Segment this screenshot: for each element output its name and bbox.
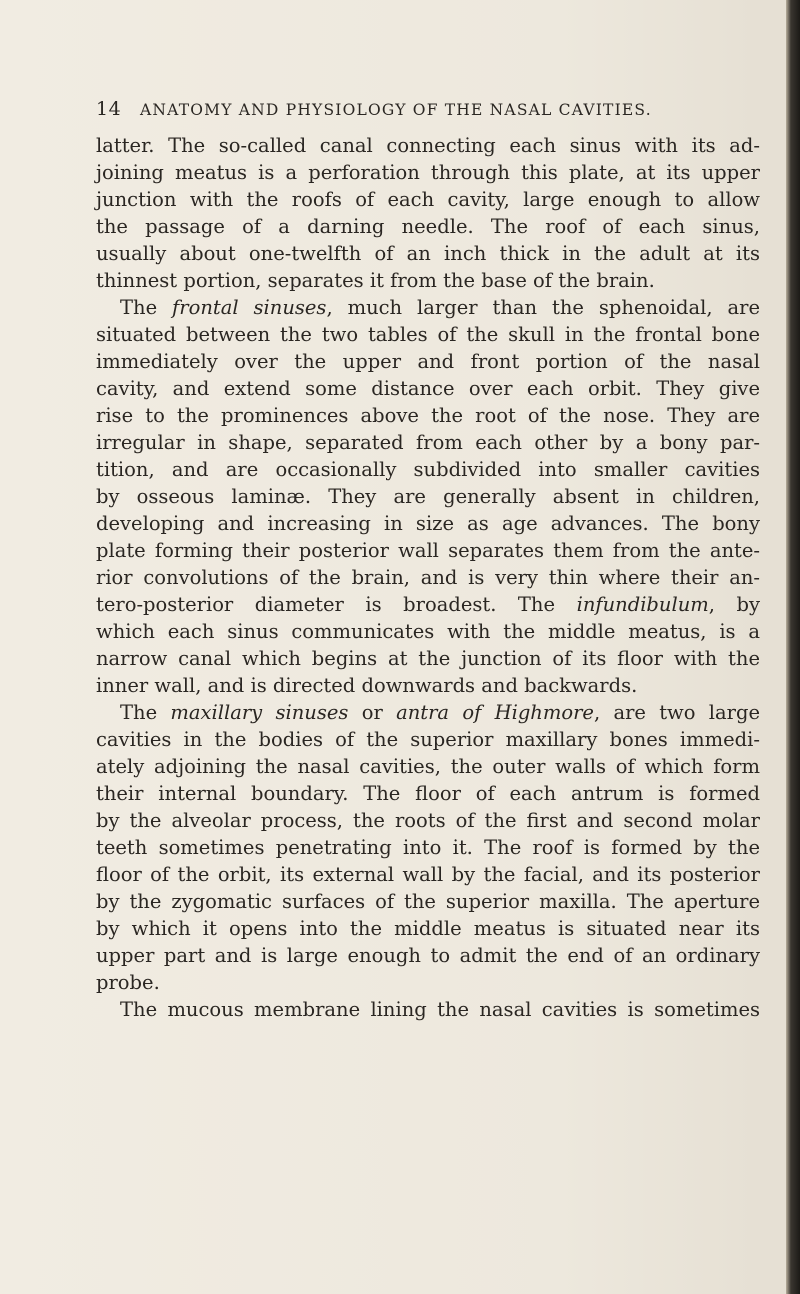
text-line [96, 483, 760, 510]
page-edge-shadow [786, 0, 800, 1294]
text-run: plate forming their posterior wall separates them from the ante- [96, 539, 760, 562]
text-run: The mucous membrane lining the nasal cavities is sometimes [120, 998, 760, 1021]
text-line [96, 888, 760, 915]
text-line [96, 267, 760, 294]
text-line [96, 132, 760, 159]
text-line [96, 834, 760, 861]
text-line [96, 375, 760, 402]
text-run: situated between the two tables of the skull in the frontal bone [96, 323, 760, 346]
text-run: The [120, 296, 173, 319]
text-run: rior convolutions of the brain, and is very thin where their an- [96, 566, 760, 589]
italic-term: frontal sinuses [172, 296, 327, 319]
text-line [96, 780, 760, 807]
text-run: by which it opens into the middle meatus is situated near its [96, 917, 760, 940]
text-run: joining meatus is a perforation through this plate, at its upper [96, 161, 760, 184]
text-run: , much larger than the sphenoidal, are [326, 296, 760, 319]
running-head [96, 98, 756, 124]
text-run: , by [708, 593, 760, 616]
text-run: their internal boundary. The floor of each antrum is formed [96, 782, 760, 805]
text-run: immediately over the upper and front portion of the nasal [96, 350, 760, 373]
text-line [96, 510, 760, 537]
text-line [96, 807, 760, 834]
text-line [96, 564, 760, 591]
italic-term: infundibulum [576, 593, 709, 616]
text-line [96, 429, 760, 456]
text-run: tition, and are occasionally subdivided into smaller cavities [96, 458, 760, 481]
text-run: or [348, 701, 397, 724]
text-run: tero-posterior diameter is broadest. The [96, 593, 577, 616]
text-line [96, 996, 760, 1023]
text-line [96, 726, 760, 753]
text-run: floor of the orbit, its external wall by the facial, and its posterior [96, 863, 760, 886]
text-line [96, 186, 760, 213]
text-run: rise to the prominences above the root of the nose. They are [96, 404, 760, 427]
text-line [96, 213, 760, 240]
text-line [96, 645, 760, 672]
text-run: by the alveolar process, the roots of the first and second molar [96, 809, 760, 832]
text-run: irregular in shape, separated from each other by a bony par- [96, 431, 760, 454]
text-run: thinnest portion, separates it from the base of the brain. [96, 269, 655, 292]
text-run: latter. The so-called canal connecting each sinus with its ad- [96, 134, 760, 157]
text-run: teeth sometimes penetrating into it. The roof is formed by the [96, 836, 760, 859]
text-line [96, 672, 760, 699]
italic-term: maxillary sinuses [170, 701, 349, 724]
text-line [96, 348, 760, 375]
text-run: narrow canal which begins at the junction of its floor with the [96, 647, 760, 670]
text-run: by osseous laminæ. They are generally absent in children, [96, 485, 760, 508]
text-line [96, 240, 760, 267]
text-line [96, 969, 760, 996]
text-line [96, 456, 760, 483]
text-line [96, 942, 760, 969]
text-line [96, 915, 760, 942]
italic-term: antra of Highmore [396, 701, 594, 724]
text-line [96, 321, 760, 348]
text-run: which each sinus communicates with the middle meatus, is a [96, 620, 760, 643]
text-line [96, 591, 760, 618]
text-run: probe. [96, 971, 160, 994]
text-run: developing and increasing in size as age advances. The bony [96, 512, 760, 535]
body-text [96, 132, 760, 1023]
text-line [96, 294, 760, 321]
text-run: upper part and is large enough to admit the end of an ordinary [96, 944, 760, 967]
text-run: by the zygomatic surfaces of the superior maxilla. The aperture [96, 890, 760, 913]
text-line [96, 753, 760, 780]
text-line [96, 618, 760, 645]
text-run: The [120, 701, 171, 724]
running-head-title: ANATOMY AND PHYSIOLOGY OF THE NASAL CAVITIES. [140, 101, 652, 119]
text-line [96, 159, 760, 186]
text-run: junction with the roofs of each cavity, large enough to allow [96, 188, 760, 211]
text-line [96, 861, 760, 888]
text-line [96, 699, 760, 726]
text-run: inner wall, and is directed downwards and backwards. [96, 674, 638, 697]
text-run: cavity, and extend some distance over each orbit. They give [96, 377, 760, 400]
text-line [96, 402, 760, 429]
page-number: 14 [96, 98, 122, 120]
text-run: cavities in the bodies of the superior maxillary bones immedi- [96, 728, 760, 751]
text-run: the passage of a darning needle. The roof of each sinus, [96, 215, 760, 238]
text-run: usually about one-twelfth of an inch thick in the adult at its [96, 242, 760, 265]
text-line [96, 537, 760, 564]
text-run: ately adjoining the nasal cavities, the outer walls of which form [96, 755, 760, 778]
text-run: , are two large [593, 701, 760, 724]
